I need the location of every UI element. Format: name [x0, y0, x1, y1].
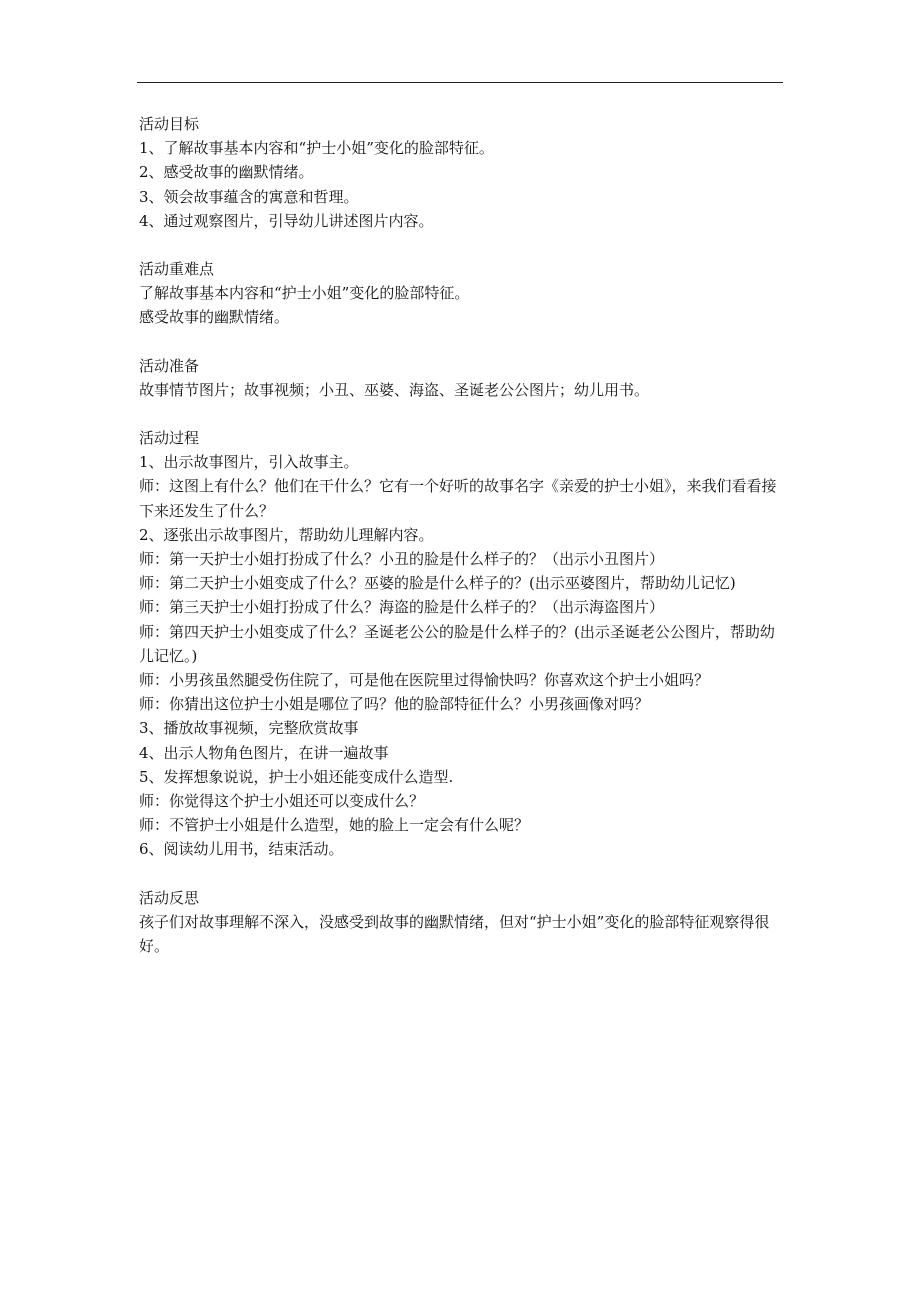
section-line: 4、通过观察图片，引导幼儿讲述图片内容。	[139, 211, 434, 230]
section-preparation	[139, 354, 784, 402]
section-line: 4、出示人物角色图片，在讲一遍故事	[139, 743, 389, 762]
section-line: 孩子们对故事理解不深入，没感受到故事的幽默情绪，但对“护士小姐”变化的脸部特征观察得很好。	[139, 912, 770, 956]
section-heading: 活动准备	[139, 356, 200, 375]
section-heading: 活动重难点	[139, 260, 215, 279]
section-heading: 活动目标	[139, 115, 200, 133]
section-line: 1、了解故事基本内容和“护士小姐”变化的脸部特征。	[139, 139, 494, 158]
section-line: 师：你觉得这个护士小姐还可以变成什么？	[139, 792, 425, 811]
section-reflection	[139, 886, 784, 959]
section-line: 1、出示故事图片，引入故事主。	[139, 453, 359, 472]
section-line: 6、阅读幼儿用书，结束活动。	[139, 840, 344, 859]
section-line: 3、领会故事蕴含的寓意和哲理。	[139, 187, 359, 206]
document-body	[139, 112, 784, 982]
section-heading: 活动过程	[139, 429, 200, 448]
header-rule	[137, 82, 783, 83]
section-line: 5、发挥想象说说，护士小姐还能变成什么造型.	[139, 767, 454, 786]
section-key-points	[139, 257, 784, 330]
section-line: 3、播放故事视频，完整欣赏故事	[139, 719, 359, 738]
section-line: 2、逐张出示故事图片，帮助幼儿理解内容。	[139, 525, 434, 544]
section-line: 了解故事基本内容和“护士小姐”变化的脸部特征。	[139, 284, 470, 303]
section-line: 感受故事的幽默情绪。	[139, 308, 290, 327]
section-process	[139, 426, 784, 862]
section-line: 师：第四天护士小姐变成了什么？圣诞老公公的脸是什么样子的？(出示圣诞老公公图片，帮助幼儿记忆。)	[139, 622, 775, 665]
section-line: 师：第二天护士小姐变成了什么？巫婆的脸是什么样子的？(出示巫婆图片，帮助幼儿记忆)	[139, 574, 736, 593]
section-heading: 活动反思	[139, 888, 200, 907]
section-line: 师：第一天护士小姐打扮成了什么？小丑的脸是什么样子的？（出示小丑图片）	[139, 550, 665, 569]
section-line: 师：小男孩虽然腿受伤住院了，可是他在医院里过得愉快吗？你喜欢这个护士小姐吗？	[139, 671, 710, 690]
section-line: 师：你猜出这位护士小姐是哪位了吗？他的脸部特征什么？小男孩画像对吗？	[139, 695, 650, 714]
section-line: 师：第三天护士小姐打扮成了什么？海盗的脸是什么样子的？（出示海盗图片）	[139, 598, 665, 617]
section-line: 故事情节图片；故事视频；小丑、巫婆、海盗、圣诞老公公图片；幼儿用书。	[139, 380, 650, 399]
section-line: 师：不管护士小姐是什么造型，她的脸上一定会有什么呢？	[139, 816, 530, 835]
section-goals	[139, 112, 784, 233]
section-line: 2、感受故事的幽默情绪。	[139, 163, 314, 182]
section-line: 师：这图上有什么？他们在干什么？它有一个好听的故事名字《亲爱的护士小姐》，来我们看看接下来还发生了什么？	[139, 477, 777, 520]
